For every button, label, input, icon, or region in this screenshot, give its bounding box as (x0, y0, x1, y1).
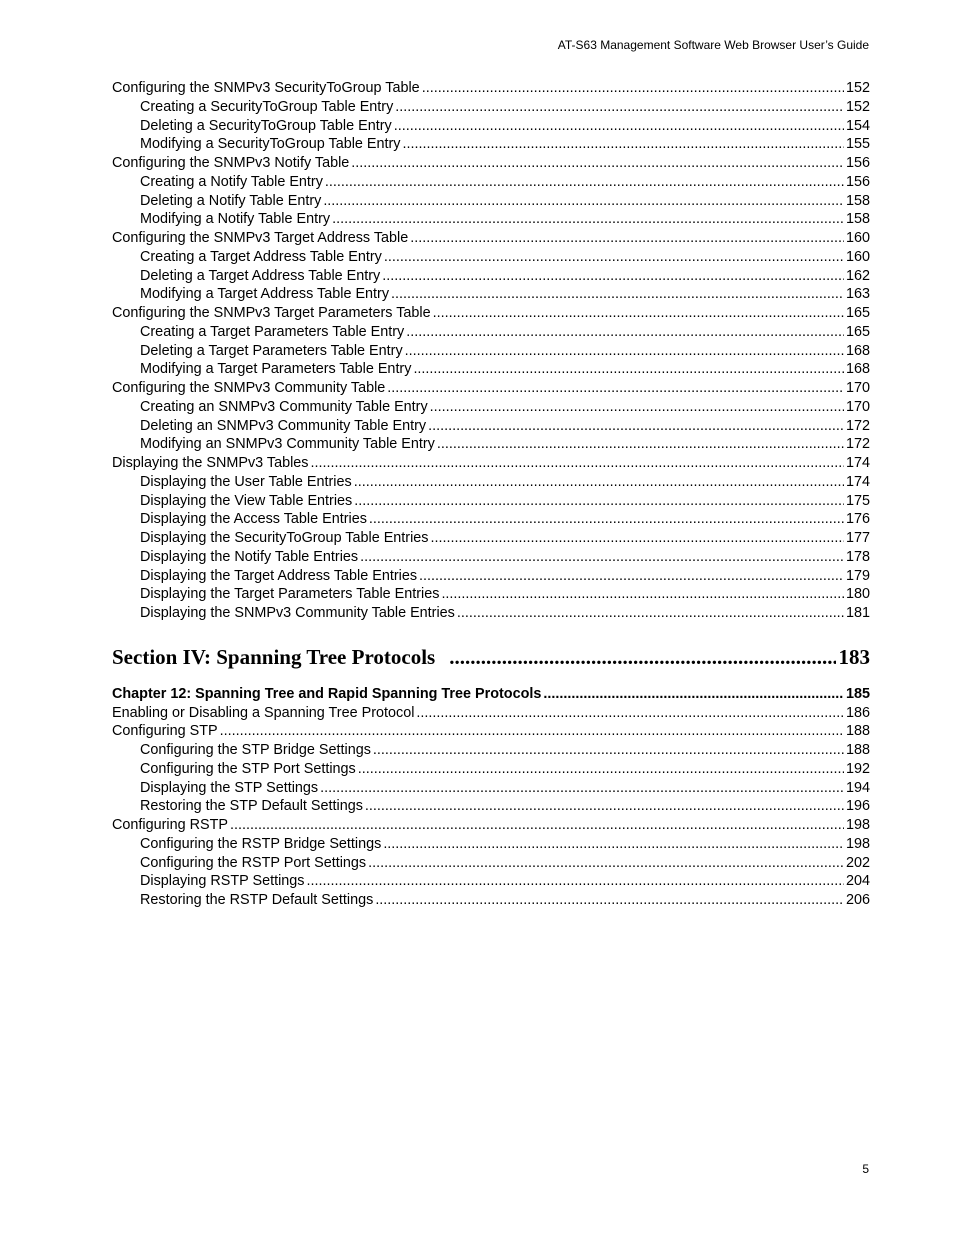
toc-entry-title: Modifying a Target Parameters Table Entry (140, 361, 412, 378)
dot-leader (384, 248, 844, 267)
toc-entry-page: 188 (845, 742, 870, 758)
dot-leader (403, 135, 844, 154)
toc-entry-title: Modifying a Target Address Table Entry (140, 286, 390, 303)
toc-entry-page: 155 (845, 136, 870, 153)
dot-leader (369, 510, 844, 529)
toc-entry[interactable] (112, 360, 870, 379)
toc-entry[interactable] (112, 398, 870, 417)
dot-leader (354, 492, 844, 511)
toc-entry-page: 177 (845, 530, 870, 546)
toc-entry-title: Configuring the SNMPv3 Target Parameters Table (112, 305, 431, 321)
toc-entry[interactable] (112, 229, 870, 248)
dot-leader (449, 635, 835, 679)
toc-entry[interactable] (112, 304, 870, 323)
dot-leader (320, 779, 844, 798)
dot-leader (430, 398, 844, 417)
section-title: Section IV: Spanning Tree Protocols (112, 644, 436, 669)
dot-leader (387, 379, 844, 398)
dot-leader (394, 117, 844, 136)
toc-entry[interactable] (112, 604, 870, 623)
dot-leader (220, 722, 844, 741)
dot-leader (395, 98, 844, 117)
dot-leader (433, 304, 844, 323)
toc-entry[interactable] (112, 454, 870, 473)
toc-entry-title: Configuring the SNMPv3 SecurityToGroup Table (112, 80, 420, 96)
toc-entry-title: Modifying a SecurityToGroup Table Entry (140, 136, 401, 153)
dot-leader (543, 685, 844, 704)
toc-entry-page: 202 (845, 854, 870, 871)
toc-entry-page: 154 (845, 117, 870, 134)
toc-entry[interactable] (112, 379, 870, 398)
toc-entry-title: Displaying the User Table Entries (140, 473, 352, 490)
toc-entry-title: Deleting an SNMPv3 Community Table Entry (140, 417, 427, 434)
chapter-page: 185 (845, 685, 870, 702)
toc-entry-page: 160 (845, 230, 870, 246)
dot-leader (354, 473, 844, 492)
toc-entry-title: Displaying the SNMPv3 Tables (112, 455, 309, 471)
toc-entry-title: Modifying a Notify Table Entry (140, 211, 331, 228)
toc-entry-page: 168 (845, 342, 870, 359)
dot-leader (360, 548, 844, 567)
dot-leader (311, 454, 844, 473)
toc-entry[interactable] (112, 435, 870, 454)
toc-entry-title: Displaying RSTP Settings (140, 873, 305, 890)
toc-entry[interactable] (112, 248, 870, 267)
dot-leader (410, 229, 844, 248)
toc-entry[interactable] (112, 98, 870, 117)
toc-entry-title: Displaying the Target Address Table Entries (140, 567, 418, 584)
toc-entry-page: 170 (845, 380, 870, 396)
toc-entry-page: 178 (845, 548, 870, 565)
dot-leader (373, 741, 844, 760)
toc-entry[interactable] (112, 891, 870, 910)
toc-entry[interactable] (112, 473, 870, 492)
section-page: 183 (838, 644, 870, 669)
chapter-title: Chapter 12: Spanning Tree and Rapid Spanning Tree Protocols (112, 685, 542, 702)
toc-list-part1 (112, 79, 870, 623)
dot-leader (428, 417, 844, 436)
toc-entry-page: 152 (845, 80, 870, 96)
toc-entry[interactable] (112, 135, 870, 154)
toc-entry-title: Creating a SecurityToGroup Table Entry (140, 98, 394, 115)
toc-entry-page: 198 (845, 835, 870, 852)
toc-entry-page: 181 (845, 605, 870, 621)
toc-entry[interactable] (112, 79, 870, 98)
toc-entry-title: Creating a Notify Table Entry (140, 173, 323, 190)
toc-entry-title: Restoring the STP Default Settings (140, 798, 363, 815)
dot-leader (431, 529, 844, 548)
toc-entry-title: Configuring the SNMPv3 Community Table (112, 380, 386, 396)
toc-entry-title: Deleting a Target Parameters Table Entry (140, 342, 403, 359)
toc-entry[interactable] (112, 760, 870, 779)
toc-entry-page: 174 (845, 455, 870, 471)
toc-entry-title: Displaying the STP Settings (140, 779, 319, 796)
dot-leader (405, 342, 844, 361)
toc-entry-page: 156 (845, 173, 870, 190)
toc-entry[interactable] (112, 267, 870, 286)
toc-entry-title: Restoring the RSTP Default Settings (140, 892, 374, 908)
toc-entry-page: 152 (845, 98, 870, 115)
toc-entry[interactable] (112, 529, 870, 548)
toc-entry-title: Configuring the STP Bridge Settings (140, 742, 371, 758)
dot-leader (437, 435, 844, 454)
dot-leader (422, 79, 844, 98)
dot-leader (358, 760, 844, 779)
toc-entry-title: Configuring the SNMPv3 Target Address Table (112, 230, 409, 246)
toc-entry[interactable] (112, 722, 870, 741)
toc-entry-title: Configuring the SNMPv3 Notify Table (112, 155, 350, 171)
toc-entry[interactable] (112, 797, 870, 816)
dot-leader (382, 267, 844, 286)
dot-leader (307, 872, 844, 891)
toc-entry[interactable] (112, 173, 870, 192)
toc-entry-page: 194 (845, 779, 870, 796)
toc-entry-page: 163 (845, 286, 870, 303)
toc-entry[interactable] (112, 285, 870, 304)
toc-entry-page: 186 (845, 704, 870, 721)
dot-leader (413, 360, 844, 379)
table-of-contents (112, 79, 870, 910)
toc-entry[interactable] (112, 835, 870, 854)
toc-entry[interactable] (112, 854, 870, 873)
dot-leader (419, 567, 844, 586)
toc-entry-title: Configuring RSTP (112, 817, 228, 833)
toc-entry-page: 170 (845, 398, 870, 415)
toc-entry-page: 172 (845, 417, 870, 434)
dot-leader (351, 154, 844, 173)
section-heading[interactable] (112, 635, 870, 679)
toc-entry[interactable] (112, 567, 870, 586)
toc-entry-title: Configuring the RSTP Bridge Settings (140, 835, 382, 852)
dot-leader (332, 210, 844, 229)
toc-entry[interactable] (112, 741, 870, 760)
toc-entry[interactable] (112, 192, 870, 211)
toc-entry-page: 198 (845, 817, 870, 833)
toc-entry[interactable] (112, 872, 870, 891)
toc-entry-page: 162 (845, 267, 870, 284)
dot-leader (365, 797, 844, 816)
toc-entry-page: 206 (845, 892, 870, 908)
toc-entry-page: 156 (845, 155, 870, 171)
dot-leader (416, 704, 844, 723)
toc-entry-page: 192 (845, 760, 870, 777)
toc-entry-page: 174 (845, 473, 870, 490)
dot-leader (368, 854, 844, 873)
toc-entry[interactable] (112, 548, 870, 567)
toc-entry-title: Creating a Target Parameters Table Entry (140, 323, 405, 340)
toc-entry-title: Displaying the Target Parameters Table Entries (140, 586, 440, 603)
dot-leader (441, 585, 844, 604)
toc-list-part2 (112, 704, 870, 910)
toc-entry-page: 179 (845, 567, 870, 584)
dot-leader (383, 835, 844, 854)
toc-entry[interactable] (112, 342, 870, 361)
toc-entry-page: 176 (845, 511, 870, 528)
toc-entry-title: Modifying an SNMPv3 Community Table Entry (140, 436, 435, 453)
toc-entry[interactable] (112, 510, 870, 529)
dot-leader (230, 816, 844, 835)
toc-entry-title: Displaying the SecurityToGroup Table Entries (140, 530, 429, 546)
toc-entry-title: Configuring the STP Port Settings (140, 760, 356, 777)
toc-entry-page: 180 (845, 586, 870, 603)
dot-leader (406, 323, 844, 342)
toc-entry-page: 204 (845, 873, 870, 890)
toc-entry[interactable] (112, 417, 870, 436)
toc-entry-page: 188 (845, 723, 870, 740)
toc-entry-page: 158 (845, 211, 870, 228)
toc-entry[interactable] (112, 492, 870, 511)
toc-entry-page: 172 (845, 436, 870, 453)
toc-entry-page: 165 (845, 305, 870, 321)
dot-leader (391, 285, 844, 304)
toc-entry[interactable] (112, 154, 870, 173)
toc-entry-title: Displaying the View Table Entries (140, 492, 353, 509)
toc-entry-title: Enabling or Disabling a Spanning Tree Protocol (112, 704, 415, 721)
toc-entry-title: Displaying the Access Table Entries (140, 511, 367, 528)
dot-leader (457, 604, 844, 623)
toc-entry[interactable] (112, 585, 870, 604)
toc-entry-page: 165 (845, 323, 870, 340)
toc-entry[interactable] (112, 816, 870, 835)
toc-entry-title: Deleting a Notify Table Entry (140, 192, 322, 209)
toc-entry-title: Displaying the Notify Table Entries (140, 548, 359, 565)
toc-entry-title: Displaying the SNMPv3 Community Table Entries (140, 605, 455, 621)
toc-entry[interactable] (112, 210, 870, 229)
toc-entry-title: Configuring the RSTP Port Settings (140, 854, 367, 871)
chapter-heading[interactable] (112, 685, 870, 704)
toc-entry[interactable] (112, 704, 870, 723)
page-number: 5 (862, 1162, 869, 1176)
dot-leader (323, 192, 844, 211)
toc-entry-title: Creating a Target Address Table Entry (140, 248, 382, 265)
toc-entry-page: 168 (845, 361, 870, 378)
dot-leader (325, 173, 844, 192)
toc-entry[interactable] (112, 117, 870, 136)
toc-entry-title: Deleting a SecurityToGroup Table Entry (140, 117, 392, 134)
toc-entry-page: 158 (845, 192, 870, 209)
toc-entry[interactable] (112, 323, 870, 342)
toc-entry-title: Configuring STP (112, 723, 218, 740)
dot-leader (375, 891, 844, 910)
toc-entry-page: 175 (845, 492, 870, 509)
toc-entry[interactable] (112, 779, 870, 798)
toc-entry-page: 196 (845, 798, 870, 815)
running-header: AT-S63 Management Software Web Browser User’s Guide (557, 38, 869, 52)
toc-entry-page: 160 (845, 248, 870, 265)
toc-entry-title: Creating an SNMPv3 Community Table Entry (140, 398, 428, 415)
toc-entry-title: Deleting a Target Address Table Entry (140, 267, 381, 284)
